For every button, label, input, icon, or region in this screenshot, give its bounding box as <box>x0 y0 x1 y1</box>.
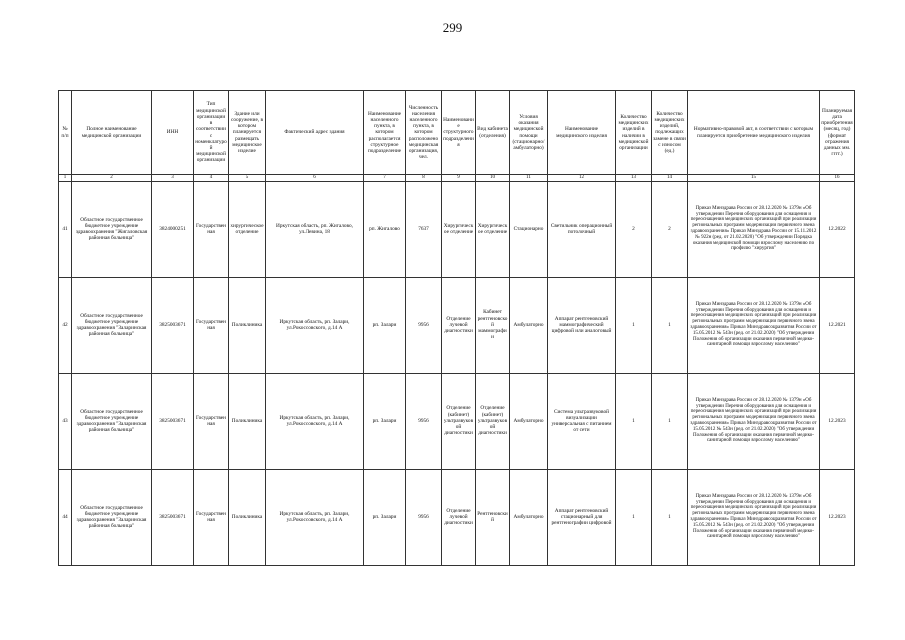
cell-unit: Отделение (кабинет) ультразвуковой диагностики <box>442 373 476 469</box>
cell-count-replace: 2 <box>652 181 688 277</box>
cell-count-available: 1 <box>616 469 652 565</box>
cell-org: Областное государственное бюджетное учреждение здравоохранения "Заларинская районная больница" <box>72 277 152 373</box>
cell-org: Областное государственное бюджетное учреждение здравоохранения "Заларинская районная больница" <box>72 373 152 469</box>
column-number: 2 <box>72 175 152 182</box>
cell-building: Поликлиника <box>229 277 266 373</box>
cell-cabinet: Рентгеновский <box>476 469 510 565</box>
cell-building: Поликлиника <box>229 373 266 469</box>
cell-unit: Отделение лучевой диагностики <box>442 277 476 373</box>
cell-type: Государственная <box>194 277 229 373</box>
header-device: Наименование медицинского изделия <box>548 91 616 175</box>
cell-device: Система ультразвуковой визуализации универсальная с питанием от сети <box>548 373 616 469</box>
header-org: Полное наименование медицинской организации <box>72 91 152 175</box>
header-type: Тип медицинской организации в соответствии с номенклатурой медицинской организации <box>194 91 229 175</box>
column-number: 1 <box>59 175 72 182</box>
page-number: 299 <box>442 20 463 35</box>
cell-org: Областное государственное бюджетное учреждение здравоохранения "Заларинская районная больница" <box>72 469 152 565</box>
equipment-table <box>58 90 855 566</box>
cell-locality: рп. Залари <box>364 373 406 469</box>
table-row <box>59 373 855 469</box>
cell-address: Иркутская область, рп. Залари, ул.Рокоссовского, д.14 А <box>266 277 364 373</box>
column-number: 5 <box>229 175 266 182</box>
table-row <box>59 469 855 565</box>
cell-address: Иркутская область, рп. Залари, ул.Рокоссовского, д.14 А <box>266 373 364 469</box>
cell-building: хирургическое отделение <box>229 181 266 277</box>
cell-type: Государственная <box>194 373 229 469</box>
header-locality: Наименование населенного пункта, в котором располагается структурное подразделение <box>364 91 406 175</box>
cell-population: 7637 <box>406 181 442 277</box>
cell-population: 9956 <box>406 277 442 373</box>
table-row <box>59 277 855 373</box>
cell-num: 44 <box>59 469 72 565</box>
header-date: Планируемая дата приобретения (месяц, год) (формат отражения данных мм. гггг.) <box>820 91 855 175</box>
cell-act: Приказ Минздрава России от 28.12.2020 № 1379н «Об утверждении Перечня оборудования для оснащения и переоснащения медицинских организаций при реализации региональных программ модернизации первичного звена здравоохранения» Приказ Минздрава России от 15.11.2012 № 922н (ред. от 21.02.2020) "Об утверждении Порядка оказания медицинской помощи взрослому населению по профилю "хирургия" <box>688 181 820 277</box>
cell-device: Светильник операционный потолочный <box>548 181 616 277</box>
cell-building: Поликлиника <box>229 469 266 565</box>
header-act: Нормативно-правовой акт, в соответствии с которым планируется приобретение медицинского изделия <box>688 91 820 175</box>
cell-inn: 3825003671 <box>152 469 194 565</box>
cell-type: Государственная <box>194 469 229 565</box>
cell-population: 9956 <box>406 373 442 469</box>
column-number: 10 <box>476 175 510 182</box>
cell-conditions: Амбулаторно <box>510 277 548 373</box>
cell-device: Аппарат рентгеновский стационарный для рентгенографии цифровой <box>548 469 616 565</box>
column-number: 15 <box>688 175 820 182</box>
cell-date: 12.2021 <box>820 277 855 373</box>
cell-locality: рп. Залари <box>364 277 406 373</box>
cell-count-available: 2 <box>616 181 652 277</box>
column-number: 12 <box>548 175 616 182</box>
column-number: 11 <box>510 175 548 182</box>
cell-date: 12.2023 <box>820 373 855 469</box>
column-number: 4 <box>194 175 229 182</box>
table-row <box>59 181 855 277</box>
cell-locality: рп. Залари <box>364 469 406 565</box>
column-number: 9 <box>442 175 476 182</box>
cell-count-replace: 1 <box>652 277 688 373</box>
cell-unit: Хирургическое отделение <box>442 181 476 277</box>
cell-count-replace: 1 <box>652 373 688 469</box>
cell-count-replace: 1 <box>652 469 688 565</box>
header-building: Здание или сооружение, в котором планируется размещать медицинское изделие <box>229 91 266 175</box>
cell-device: Аппарат рентгеновский маммографический цифровой или аналоговый <box>548 277 616 373</box>
cell-date: 12.2023 <box>820 469 855 565</box>
column-number: 16 <box>820 175 855 182</box>
column-number: 14 <box>652 175 688 182</box>
cell-num: 42 <box>59 277 72 373</box>
cell-cabinet: Отделение (кабинет) ультразвуковой диагностики <box>476 373 510 469</box>
header-unit: Наименование структурного подразделения <box>442 91 476 175</box>
cell-address: Иркутская область, рп. Залари, ул.Рокоссовского, д.14 А <box>266 469 364 565</box>
cell-locality: рп. Жигалово <box>364 181 406 277</box>
header-address: Фактический адрес здания <box>266 91 364 175</box>
cell-population: 9956 <box>406 469 442 565</box>
cell-cabinet: Хирургическое отделение <box>476 181 510 277</box>
column-number: 3 <box>152 175 194 182</box>
cell-conditions: Амбулаторно <box>510 469 548 565</box>
header-cabinet: Вид кабинета (отделения) <box>476 91 510 175</box>
column-number: 8 <box>406 175 442 182</box>
cell-org: Областное государственное бюджетное учреждение здравоохранения "Жигаловская районная больница" <box>72 181 152 277</box>
column-number: 7 <box>364 175 406 182</box>
header-conditions: Условия оказания медицинской помощи (стационарно/амбулаторно) <box>510 91 548 175</box>
header-population: Численность населения населенного пункта, в котором расположено медицинская организация, чел. <box>406 91 442 175</box>
cell-cabinet: Кабинет рентгеновской маммографии <box>476 277 510 373</box>
header-count-available: Количество медицинских изделий в наличии в медицинской организации <box>616 91 652 175</box>
cell-act: Приказ Минздрава России от 28.12.2020 № 1379н «Об утверждении Перечня оборудования для оснащения и переоснащения медицинских организаций при реализации региональных программ модернизации первичного звена здравоохранения» Приказ Минздравсоцразвития России от 15.05.2012 № 543н (ред. от 21.02.2020) "Об утверждении Положения об организации оказания первичной медико-санитарной помощи взрослому населению" <box>688 277 820 373</box>
cell-type: Государственная <box>194 181 229 277</box>
cell-conditions: Амбулаторно <box>510 373 548 469</box>
cell-inn: 3825003671 <box>152 373 194 469</box>
header-num: № п/п <box>59 91 72 175</box>
column-number: 6 <box>266 175 364 182</box>
column-number: 13 <box>616 175 652 182</box>
header-count-replace: Количество медицинских изделий, подлежащих замене в связи с износом (ед.) <box>652 91 688 175</box>
cell-count-available: 1 <box>616 277 652 373</box>
cell-inn: 3824000251 <box>152 181 194 277</box>
cell-act: Приказ Минздрава России от 28.12.2020 № 1379н «Об утверждении Перечня оборудования для оснащения и переоснащения медицинских организаций при реализации региональных программ модернизации первичного звена здравоохранения» Приказ Минздравсоцразвития России от 15.05.2012 № 543н (ред. от 21.02.2020) "Об утверждении Положения об организации оказания первичной медико-санитарной помощи взрослому населению" <box>688 469 820 565</box>
cell-inn: 3825003671 <box>152 277 194 373</box>
cell-unit: Отделение лучевой диагностики <box>442 469 476 565</box>
cell-act: Приказ Минздрава России от 28.12.2020 № 1379н «Об утверждении Перечня оборудования для оснащения и переоснащения медицинских организаций при реализации региональных программ модернизации первичного звена здравоохранения» Приказ Минздравсоцразвития России от 15.05.2012 № 543н (ред. от 21.02.2020) "Об утверждении Положения об организации оказания первичной медико-санитарной помощи взрослому населению" <box>688 373 820 469</box>
header-inn: ИНН <box>152 91 194 175</box>
cell-count-available: 1 <box>616 373 652 469</box>
header-row <box>59 91 855 175</box>
cell-num: 43 <box>59 373 72 469</box>
cell-date: 12.2022 <box>820 181 855 277</box>
cell-num: 41 <box>59 181 72 277</box>
cell-address: Иркутская область, рп. Жигалово, ул.Левина, 18 <box>266 181 364 277</box>
cell-conditions: Стационарно <box>510 181 548 277</box>
